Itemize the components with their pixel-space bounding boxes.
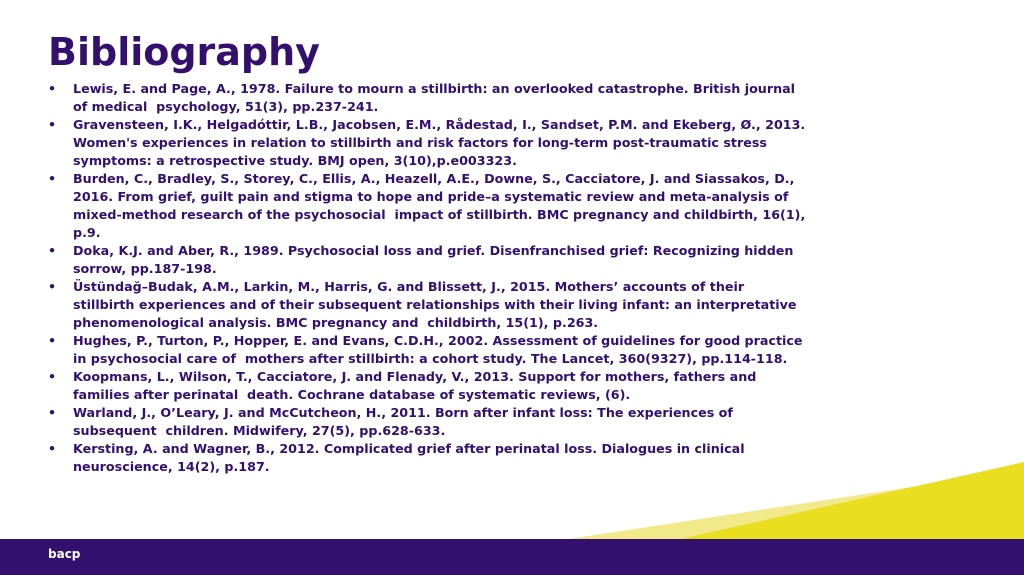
list-item: • Lewis, E. and Page, A., 1978. Failure to mourn a stillbirth: an overlooked catastrophe. British journal of medical psychology, 51(3), pp.237-241. <box>48 80 808 116</box>
list-item: • Hughes, P., Turton, P., Hopper, E. and Evans, C.D.H., 2002. Assessment of guidelines for good practice in psychosocial care of mothers after stillbirth: a cohort study. The Lancet, 360(9327), pp.114-118. <box>48 332 808 368</box>
page-title: Bibliography <box>48 30 320 74</box>
list-item: • Burden, C., Bradley, S., Storey, C., Ellis, A., Heazell, A.E., Downe, S., Cacciatore, J. and Siassakos, D., 2016. From grief, guilt pain and stigma to hope and pride–a systematic review and meta-analysis of mixed-method research of the psychosocial impact of stillbirth. BMC pregnancy and childbirth, 16(1), p.9. <box>48 170 808 242</box>
list-item: • Kersting, A. and Wagner, B., 2012. Complicated grief after perinatal loss. Dialogues in clinical neuroscience, 14(2), p.187. <box>48 440 808 476</box>
list-item: • Warland, J., O’Leary, J. and McCutcheon, H., 2011. Born after infant loss: The experiences of subsequent children. Midwifery, 27(5), pp.628-633. <box>48 404 808 440</box>
list-item: • Doka, K.J. and Aber, R., 1989. Psychosocial loss and grief. Disenfranchised grief: Recognizing hidden sorrow, pp.187-198. <box>48 242 808 278</box>
list-item: • Üstündağ–Budak, A.M., Larkin, M., Harris, G. and Blissett, J., 2015. Mothers’ accounts of their stillbirth experiences and of their subsequent relationships with their living infant: an interpretative phenomenological analysis. BMC pregnancy and childbirth, 15(1), p.263. <box>48 278 808 332</box>
footer-bar <box>0 539 1024 575</box>
bibliography-list <box>48 80 808 476</box>
list-item: • Gravensteen, I.K., Helgadóttir, L.B., Jacobsen, E.M., Rådestad, I., Sandset, P.M. and Ekeberg, Ø., 2013. Women's experiences in relation to stillbirth and risk factors for long-term post-traumatic stress symptoms: a retrospective study. BMJ open, 3(10),p.e003323. <box>48 116 808 170</box>
list-item: • Koopmans, L., Wilson, T., Cacciatore, J. and Flenady, V., 2013. Support for mothers, fathers and families after perinatal death. Cochrane database of systematic reviews, (6). <box>48 368 808 404</box>
bacp-logo: bacp <box>48 547 81 561</box>
